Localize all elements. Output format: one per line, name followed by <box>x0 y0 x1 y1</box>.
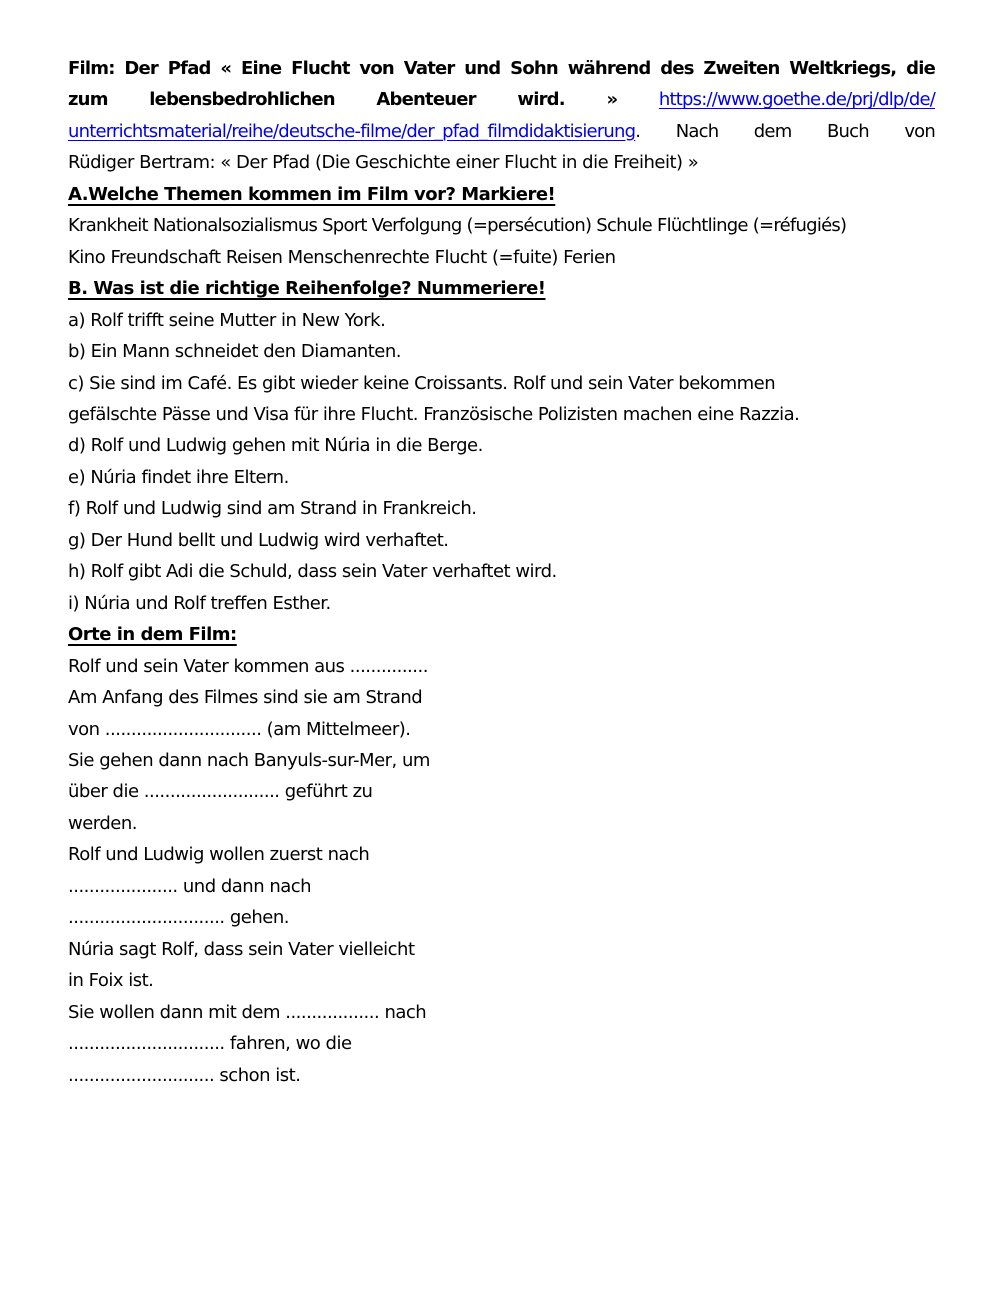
orte-heading: Orte in dem Film: <box>68 624 237 646</box>
orte-line-5: über die .......................... geführt zu <box>68 781 373 803</box>
orte-line-4: Sie gehen dann nach Banyuls-sur-Mer, um <box>68 749 430 771</box>
orte-line-11: in Foix ist. <box>68 970 154 992</box>
orte-line-8: ..................... und dann nach <box>68 875 312 897</box>
order-item-e: e) Núria findet ihre Eltern. <box>68 466 289 488</box>
order-item-b: b) Ein Mann schneidet den Diamanten. <box>68 341 401 363</box>
order-item-h: h) Rolf gibt Adi die Schuld, dass sein Vater verhaftet wird. <box>68 561 557 583</box>
book-source-text: . Nach dem Buch von <box>635 120 935 142</box>
goethe-link-continued[interactable]: unterrichtsmaterial/reihe/deutsche-filme/der_pfad_filmdidaktisierung <box>68 120 636 142</box>
order-item-d: d) Rolf und Ludwig gehen mit Núria in die Berge. <box>68 435 483 457</box>
section-b-heading: B. Was ist die richtige Reihenfolge? Nummeriere! <box>68 278 546 300</box>
intro-line-3 <box>68 116 935 147</box>
orte-line-3: von .............................. (am Mittelmeer). <box>68 718 411 740</box>
order-item-c: c) Sie sind im Café. Es gibt wieder keine Croissants. Rolf und sein Vater bekommen <box>68 372 776 394</box>
order-item-g: g) Der Hund bellt und Ludwig wird verhaftet. <box>68 529 449 551</box>
intro-line-4 <box>68 147 935 178</box>
orte-line-10: Núria sagt Rolf, dass sein Vater vielleicht <box>68 938 415 960</box>
intro-line-1 <box>68 53 935 84</box>
intro-line-2 <box>68 84 935 115</box>
order-item-a: a) Rolf trifft seine Mutter in New York. <box>68 309 386 331</box>
book-source-text-2: Rüdiger Bertram: « Der Pfad (Die Geschichte einer Flucht in die Freiheit) » <box>68 152 699 174</box>
orte-line-1: Rolf und sein Vater kommen aus ............... <box>68 655 428 677</box>
section-a-heading: A.Welche Themen kommen im Film vor? Markiere! <box>68 183 556 205</box>
order-item-i: i) Núria und Rolf treffen Esther. <box>68 592 331 614</box>
orte-line-12: Sie wollen dann mit dem .................. nach <box>68 1001 427 1023</box>
goethe-link[interactable]: https://www.goethe.de/prj/dlp/de/ <box>658 89 935 111</box>
orte-line-13: .............................. fahren, wo die <box>68 1033 352 1055</box>
orte-line-2: Am Anfang des Filmes sind sie am Strand <box>68 687 423 709</box>
orte-line-14: ............................ schon ist. <box>68 1064 301 1086</box>
film-title-text: Film: Der Pfad « Eine Flucht von Vater und Sohn während des Zweiten Weltkriegs, die <box>68 58 935 79</box>
themes-line-1: Krankheit Nationalsozialismus Sport Verfolgung (=persécution) Schule Flüchtlinge (=réfugiés) <box>68 215 847 237</box>
film-title-text-2: zum lebensbedrohlichen Abenteuer wird. » <box>68 89 659 111</box>
themes-line-2: Kino Freundschaft Reisen Menschenrechte Flucht (=fuite) Ferien <box>68 246 616 268</box>
order-item-c-continued: gefälschte Pässe und Visa für ihre Flucht. Französische Polizisten machen eine Razzia. <box>68 403 800 425</box>
order-item-f: f) Rolf und Ludwig sind am Strand in Frankreich. <box>68 498 477 520</box>
orte-line-6: werden. <box>68 812 138 834</box>
orte-line-7: Rolf und Ludwig wollen zuerst nach <box>68 844 370 866</box>
orte-line-9: .............................. gehen. <box>68 907 289 929</box>
